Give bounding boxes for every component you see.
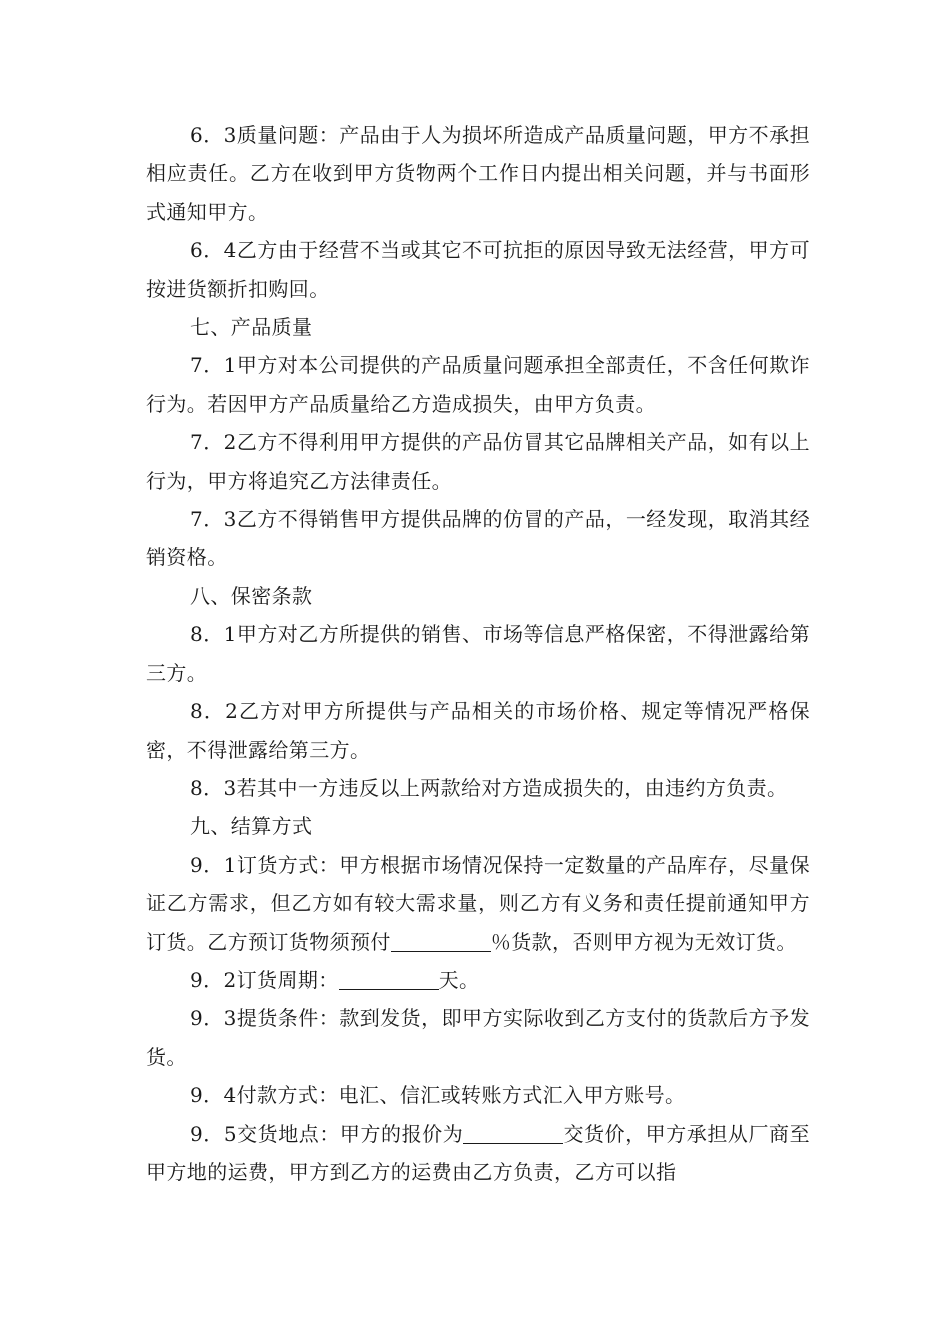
clause-9-2-text-after: 天。 [438,967,480,992]
clause-9-4: 9．4付款方式：电汇、信汇或转账方式汇入甲方账号。 [190,1083,686,1108]
clause-8-3: 8．3若其中一方违反以上两款给对方造成损失的，由违约方负责。 [190,775,788,800]
clause-8-1: 8．1甲方对乙方所提供的销售、市场等信息严格保密，不得泄露给第三方。 [146,622,810,685]
clause-9-1-text-before: 9．1订货方式：甲方根据市场情况保持一定数量的产品库存，尽量保证乙方需求，但乙方如有较大需求量，则乙方有义务和责任提前通知甲方订货。乙方预订货物须预付 [146,852,810,954]
clause-7-3: 7．3乙方不得销售甲方提供品牌的仿冒的产品，一经发现，取消其经销资格。 [146,507,810,570]
delivery-price-term-blank[interactable] [463,1121,563,1144]
order-cycle-days-blank[interactable] [339,967,439,990]
clause-9-3: 9．3提货条件：款到发货，即甲方实际收到乙方支付的货款后方予发货。 [146,1006,810,1069]
clause-6-4: 6．4乙方由于经营不当或其它不可抗拒的原因导致无法经营，甲方可按进货额折扣购回。 [146,238,810,301]
clause-9-1-text-after: ％货款，否则甲方视为无效订货。 [490,929,797,954]
clause-9-1 [146,846,810,961]
clause-9-2-text-before: 9．2订货周期： [190,967,339,992]
clause-6-3: 6．3质量问题：产品由于人为损坏所造成产品质量问题，甲方不承担相应责任。乙方在收到甲方货物两个工作日内提出相关问题，并与书面形式通知甲方。 [146,123,810,224]
clause-8-2: 8．2乙方对甲方所提供与产品相关的市场价格、规定等情况严格保密，不得泄露给第三方。 [146,699,810,762]
clause-7-1: 7．1甲方对本公司提供的产品质量问题承担全部责任，不含任何欺诈行为。若因甲方产品质量给乙方造成损失，由甲方负责。 [146,353,810,416]
clause-9-2 [146,961,810,999]
clause-9-5-text-before: 9．5交货地点：甲方的报价为 [190,1121,464,1146]
document-body [146,116,810,1191]
section-heading-7: 七、产品质量 [190,315,313,340]
section-heading-9: 九、结算方式 [190,814,313,839]
clause-9-5-text-after: 交货价，甲方承担从厂商至甲方地的运费，甲方到乙方的运费由乙方负责，乙方可以指 [146,1121,810,1184]
section-heading-8: 八、保密条款 [190,583,313,608]
clause-7-2: 7．2乙方不得利用甲方提供的产品仿冒其它品牌相关产品，如有以上行为，甲方将追究乙方法律责任。 [146,430,810,493]
clause-9-5 [146,1115,810,1192]
prepayment-percent-blank[interactable] [391,929,491,952]
